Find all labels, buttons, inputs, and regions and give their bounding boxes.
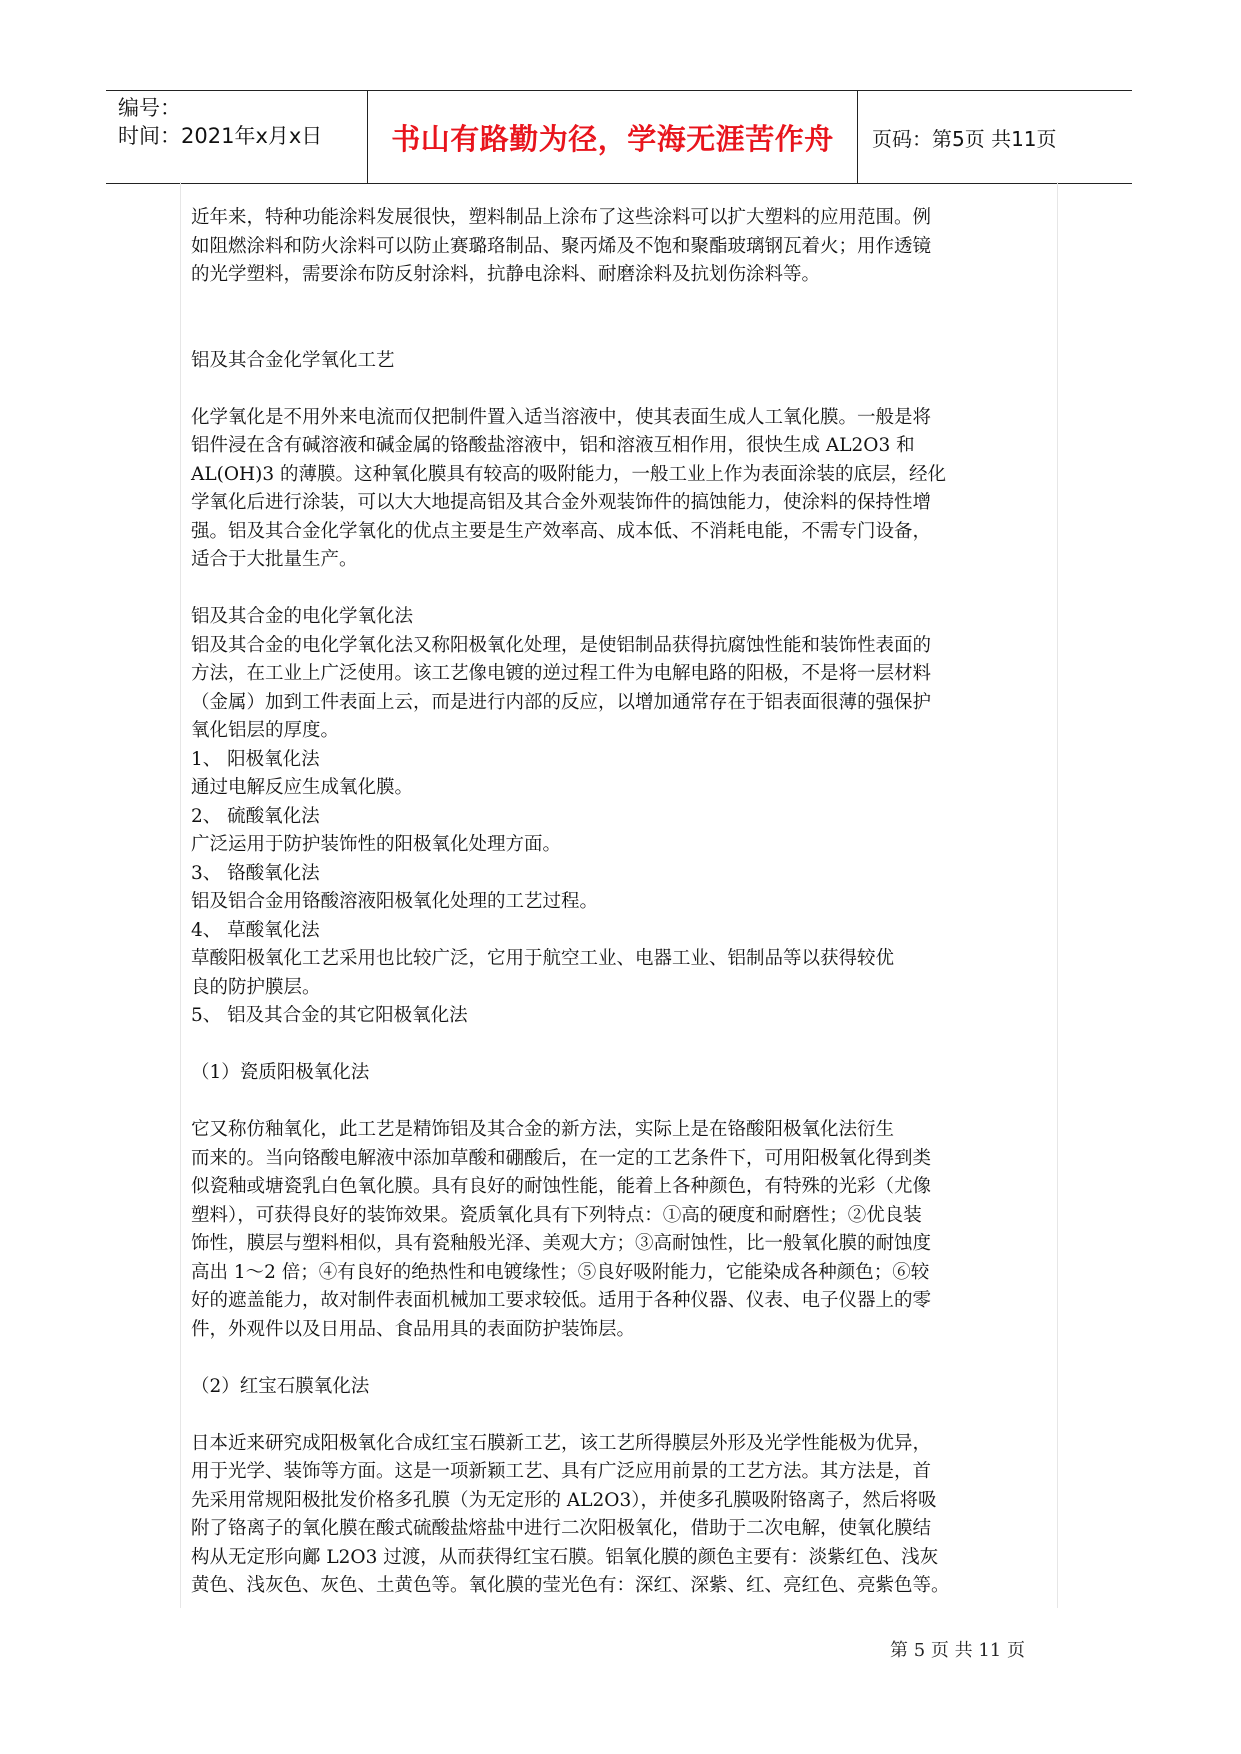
paragraph-intro: 近年来，特种功能涂料发展很快，塑料制品上涂布了这些涂料可以扩大塑料的应用范围。例 如阻燃涂料和防火涂料可以防止赛璐珞制品、聚丙烯及不饱和聚酯玻璃钢瓦着火；用作透镜 的光学塑料，需要涂布防反射涂料，抗静电涂料、耐磨涂料及抗划伤涂料等。 bbox=[191, 207, 932, 285]
paragraph-porcelain-anodizing: 它又称仿釉氧化，此工艺是精饰铝及其合金的新方法，实际上是在铬酸阳极氧化法衍生 而来的。当向铬酸电解液中添加草酸和硼酸后，在一定的工艺条件下，可用阳极氧化得到类 似瓷釉或塘瓷乳白色氧化膜。具有良好的耐蚀性能，能着上各种颜色，有特殊的光彩（尤像 塑料），可获得良好的装饰效果。瓷质氧化具有下列特点：①高的硬度和耐磨性；②优良装 饰性，膜层与塑料相似，具有瓷釉般光泽、美观大方；③高耐蚀性，比一般氧化膜的耐蚀度 高出 1～2 倍；④有良好的绝热性和电镀缘性；⑤良好吸附能力，它能染成各种颜色；⑥较 好的遮盖能力，故对制件表面机械加工要求较低。适用于各种仪器、仪表、电子仪器上的零 件，外观件以及日用品、食品用具的表面防护装饰层。 bbox=[191, 1119, 932, 1340]
document-time-label: 时间：2021年x月x日 bbox=[118, 124, 323, 148]
heading-ruby-film-oxidation: （2）红宝石膜氧化法 bbox=[191, 1375, 370, 1397]
document-body-frame bbox=[180, 182, 1058, 1608]
paragraph-ruby-film-oxidation: 日本近来研究成阳极氧化合成红宝石膜新工艺，该工艺所得膜层外形及光学性能极为优异， 用于光学、装饰等方面。这是一项新颖工艺、具有广泛应用前景的工艺方法。其方法是，首 先采用常规阳极批发价格多孔膜（为无定形的 AL2O3），并使多孔膜吸附铬离子，然后将吸 附了铬离子的氧化膜在酸式硫酸盐熔盐中进行二次阳极氧化，借助于二次电解，使氧化膜结 构从无定形向鄺 L2O3 过渡，从而获得红宝石膜。铝氧化膜的颜色主要有：淡紫红色、浅灰 黄色、浅灰色、灰色、土黄色等。氧化膜的莹光色有：深红、深紫、红、亮红色、亮紫色等。 bbox=[191, 1432, 950, 1596]
anodizing-methods-list: 1、 阳极氧化法 通过电解反应生成氧化膜。 2、 硫酸氧化法 广泛运用于防护装饰性的阳极氧化处理方面。 3、 铬酸氧化法 铝及铝合金用铬酸溶液阳极氧化处理的工艺过程。 4、 草酸氧化法 草酸阳极氧化工艺采用也比较广泛，它用于航空工业、电器工业、铝制品等以获得较优 良的防护膜层。 5、 铝及其合金的其它阳极氧化法 bbox=[191, 748, 895, 1026]
heading-electrochemical-oxidation: 铝及其合金的电化学氧化法 bbox=[191, 606, 414, 627]
page-footer-number: 第 5 页 共 11 页 bbox=[890, 1640, 1025, 1661]
heading-porcelain-anodizing: （1）瓷质阳极氧化法 bbox=[191, 1062, 370, 1083]
page-header bbox=[106, 90, 1132, 184]
document-body bbox=[191, 204, 1055, 1601]
header-motto: 书山有路勤为径，学海无涯苦作舟 bbox=[391, 122, 834, 156]
paragraph-chemical-oxidation: 化学氧化是不用外来电流而仅把制件置入适当溶液中，使其表面生成人工氧化膜。一般是将 铝件浸在含有碱溶液和碱金属的铬酸盐溶液中，铝和溶液互相作用，很快生成 AL2O3 和 AL(OH)3 的薄膜。这种氧化膜具有较高的吸附能力，一般工业上作为表面涂装的底层，经化 学氧化后进行涂装，可以大大地提高铝及其合金外观装饰件的搞蚀能力，使涂料的保持性增 强。铝及其合金化学氧化的优点主要是生产效率高、成本低、不消耗电能，不需专门设备， 适合于大批量生产。 bbox=[191, 406, 947, 570]
header-divider-right bbox=[857, 91, 858, 183]
header-page-number: 页码：第5页 共11页 bbox=[872, 127, 1057, 151]
header-meta bbox=[118, 94, 322, 150]
document-number-label: 编号： bbox=[118, 96, 181, 120]
heading-chemical-oxidation: 铝及其合金化学氧化工艺 bbox=[191, 349, 395, 371]
paragraph-electrochemical-oxidation: 铝及其合金的电化学氧化法又称阳极氧化处理，是使铝制品获得抗腐蚀性能和装饰性表面的 方法，在工业上广泛使用。该工艺像电镀的逆过程工件为电解电路的阳极，不是将一层材料 （金属）加到工件表面上云，而是进行内部的反应，以增加通常存在于铝表面很薄的强保护 氧化铝层的厚度。 bbox=[191, 634, 932, 741]
